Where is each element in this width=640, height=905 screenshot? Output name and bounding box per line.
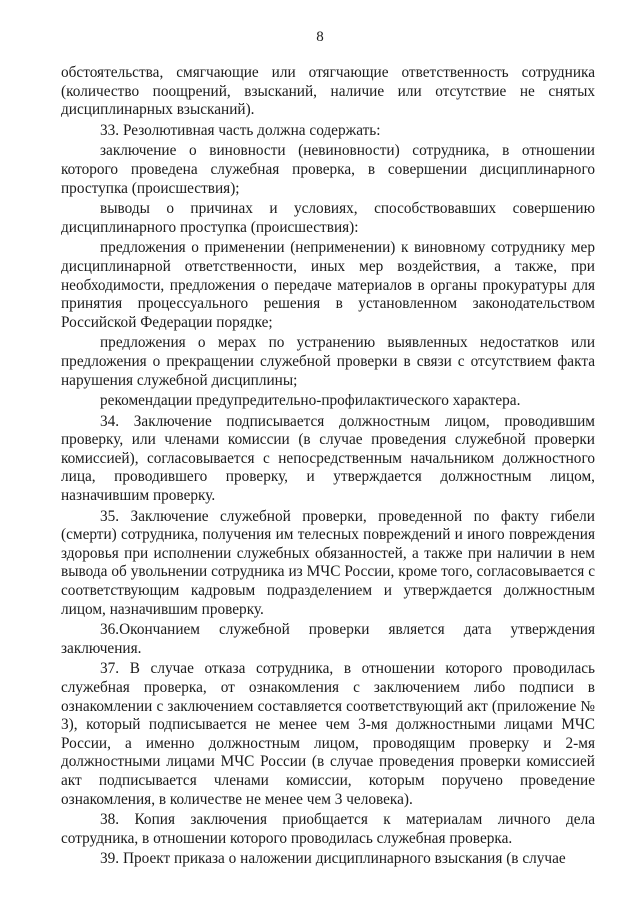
paragraph-33-conclusions: выводы о причинах и условиях, способствовавших совершению дисциплинарного проступка (происшествия):	[61, 200, 595, 236]
paragraph-34: 34. Заключение подписывается должностным лицом, проводившим проверку, или членами комиссии (в случае проведения служебной проверки комиссией), согласовывается с непосредственным начальником должностного лица, проводившего проверку, и утверждается должностным лицом, назначившим проверку.	[61, 412, 595, 505]
paragraph-33-guilt-conclusion: заключение о виновности (невиновности) сотрудника, в отношении которого проведена служебная проверка, в совершении дисциплинарного проступка (происшествия);	[61, 142, 595, 197]
paragraph-35: 35. Заключение служебной проверки, проведенной по факту гибели (смерти) сотрудника, получения им телесных повреждений и иного повреждения здоровья при исполнении служебных обязанностей, а также при наличии в нем вывода об увольнении сотрудника из МЧС России, кроме того, согласовывается с соответствующим кадровым подразделением и утверждается должностным лицом, назначившим проверку.	[61, 507, 595, 618]
paragraph-33: 33. Резолютивная часть должна содержать:	[100, 121, 381, 139]
document-body	[61, 64, 595, 869]
paragraph-38: 38. Копия заключения приобщается к материалам личного дела сотрудника, в отношении которого проводилась служебная проверка.	[61, 811, 595, 847]
paragraph-36: 36.Окончанием служебной проверки является дата утверждения заключения.	[61, 621, 595, 657]
page-number: 8	[316, 29, 324, 45]
paragraph-33-recommendations: рекомендации предупредительно-профилактического характера.	[100, 392, 521, 410]
paragraph-37: 37. В случае отказа сотрудника, в отношении которого проводилась служебная проверка, от ознакомления с заключением либо подписи в ознакомлении с заключением составляется соответствующий акт (приложение № 3), который подписывается не менее чем 3-мя должностными лицами МЧС России, а именно должностным лицом, проводящим проверку и 2-мя должностными лицами МЧС России (в случае проведения проверки комиссией акт подписывается членами комиссии, которым поручено проведение ознакомления, в количестве не менее чем 3 человека).	[61, 660, 595, 808]
paragraph-39: 39. Проект приказа о наложении дисциплинарного взыскания (в случае	[100, 850, 566, 868]
paragraph-33-liability-proposals: предложения о применении (неприменении) к виновному сотруднику мер дисциплинарной ответственности, иных мер воздействия, а также, при необходимости, предложения о передаче материалов в органы прокуратуры для принятия процессуального решения в установленном законодательством Российской Федерации порядке;	[61, 239, 595, 331]
paragraph-continuation: обстоятельства, смягчающие или отягчающие ответственность сотрудника (количество поощрений, взысканий, наличие или отсутствие не снятых дисциплинарных взысканий).	[61, 64, 595, 119]
paragraph-33-remedy-proposals: предложения о мерах по устранению выявленных недостатков или предложения о прекращении служебной проверки в связи с отсутствием факта нарушения служебной дисциплины;	[61, 334, 595, 389]
